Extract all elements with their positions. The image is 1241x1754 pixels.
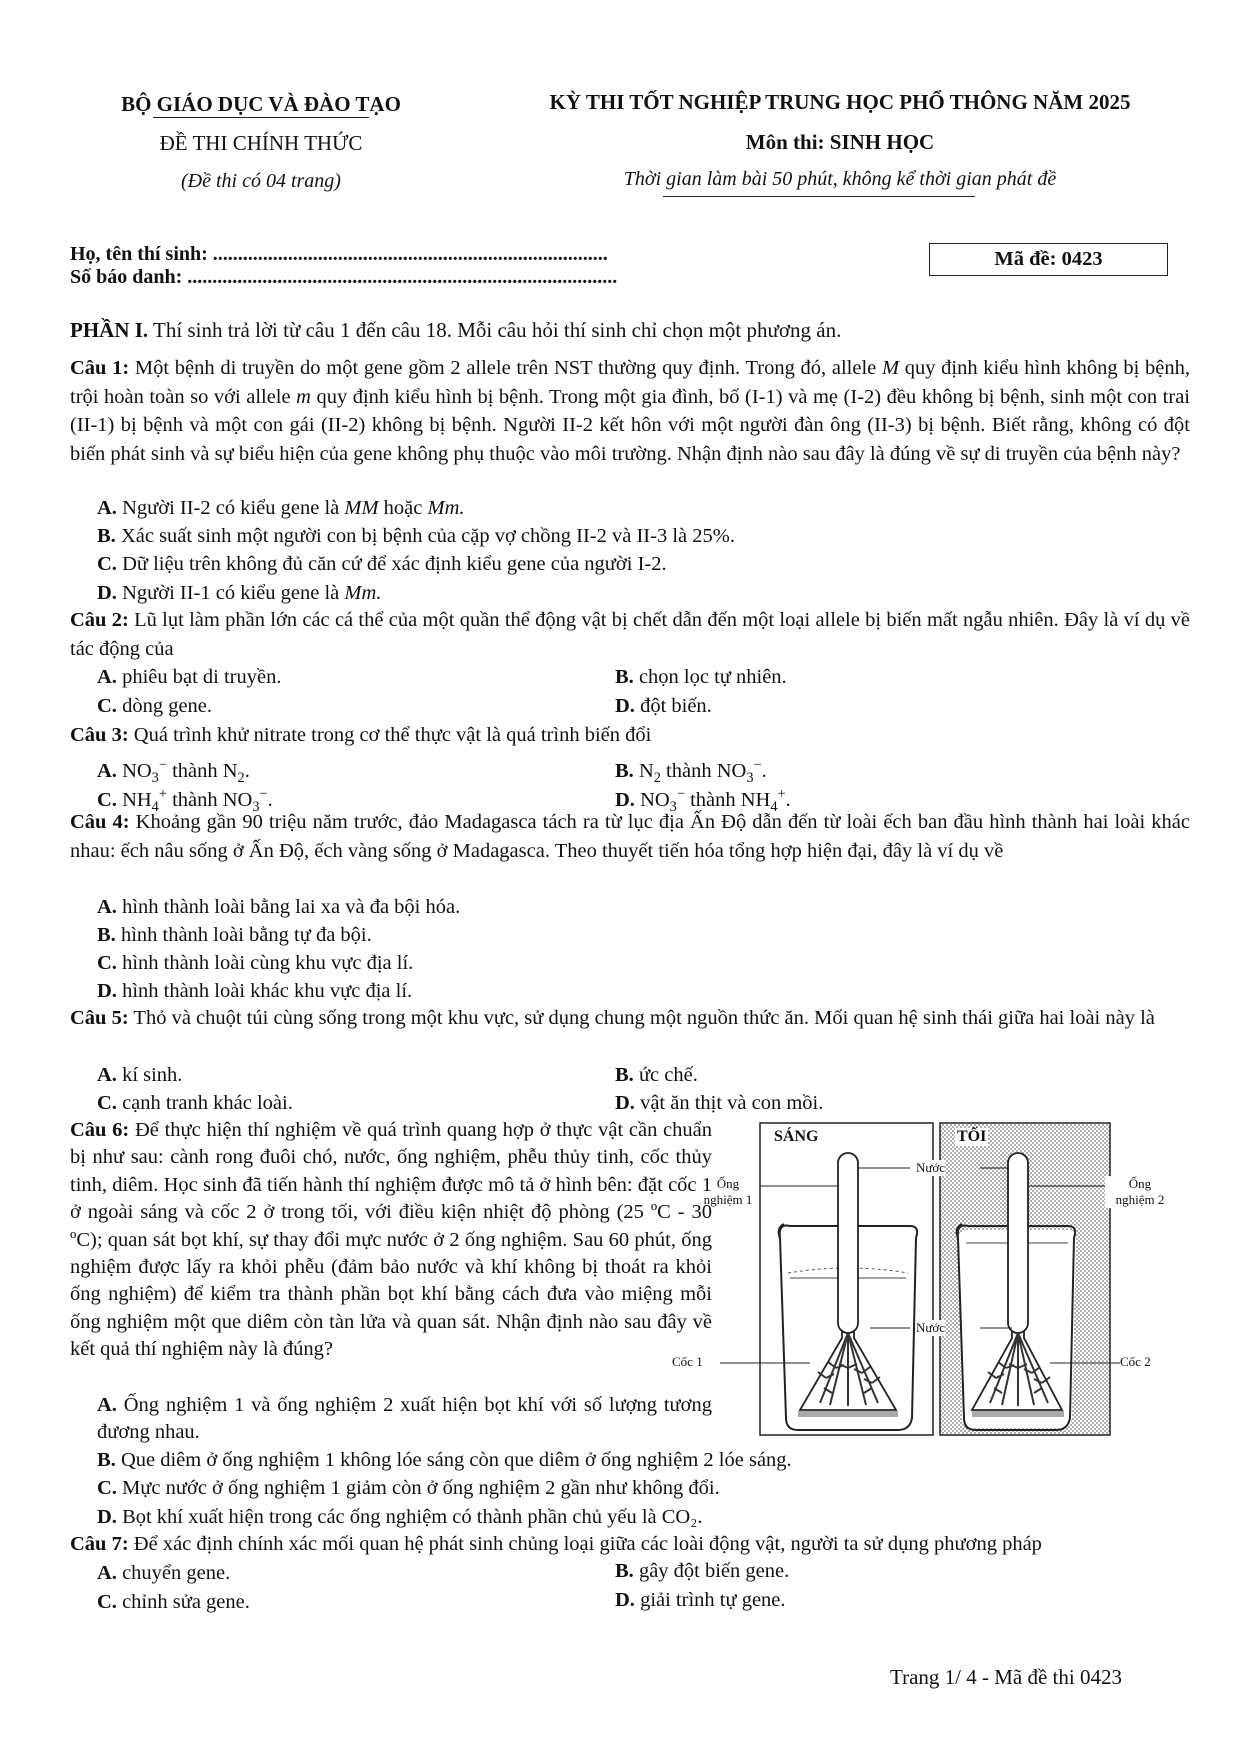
- cup-2-label: Cốc 2: [1120, 1354, 1151, 1369]
- exam-title: KỲ THI TỐT NGHIỆP TRUNG HỌC PHỔ THÔNG NĂM 2025: [549, 90, 1131, 114]
- q3-number: Câu 3:: [70, 724, 129, 746]
- q1-option-a[interactable]: A. Người II-2 có kiểu gene là MM hoặc Mm.: [97, 497, 465, 519]
- q5-option-c[interactable]: C. cạnh tranh khác loài.: [97, 1092, 293, 1114]
- q6-option-a[interactable]: A. Ống nghiệm 1 và ống nghiệm 2 xuất hiện bọt khí với số lượng tương đương nhau.: [97, 1394, 712, 1444]
- q5-number: Câu 5:: [70, 1007, 129, 1029]
- q4-option-a[interactable]: A. hình thành loài bằng lai xa và đa bội hóa.: [97, 896, 461, 918]
- ministry-underline: [153, 117, 369, 118]
- q7-number: Câu 7:: [70, 1533, 129, 1555]
- q4-text: Khoảng gần 90 triệu năm trước, đảo Madagasca tách ra từ lục địa Ấn Độ dẫn đến từ loài ếch ban đầu hình thành hai loài khác nhau: ếch nâu sống ở Ấn Độ, ếch vàng sống ở Madagasca. Theo thuyết tiến hóa tổng hợp hiện đại, đây là ví dụ về: [70, 811, 1190, 862]
- q2-option-a[interactable]: A. phiêu bạt di truyền.: [97, 666, 282, 688]
- q4-option-d[interactable]: D. hình thành loài khác khu vực địa lí.: [97, 980, 413, 1002]
- q1-option-c[interactable]: C. Dữ liệu trên không đủ căn cứ để xác định kiểu gene của người I-2.: [97, 553, 667, 575]
- question-3: [70, 721, 1190, 750]
- q2-option-d[interactable]: D. đột biến.: [615, 695, 712, 717]
- experiment-diagram: [720, 1118, 1210, 1440]
- question-5: [70, 1004, 1190, 1033]
- q2-option-b[interactable]: B. chọn lọc tự nhiên.: [615, 666, 787, 688]
- dark-label: TỐI: [957, 1128, 987, 1145]
- q1-option-b[interactable]: B. Xác suất sinh một người con bị bệnh của cặp vợ chồng II-2 và II-3 là 25%.: [97, 525, 735, 547]
- part1-title: PHẦN I.: [70, 318, 149, 342]
- time-underline: [663, 196, 975, 197]
- ministry-name: BỘ GIÁO DỤC VÀ ĐÀO TẠO: [121, 92, 401, 116]
- q1-text-3: quy định kiểu hình bị bệnh. Trong một gia đình, bố (I-1) và mẹ (I-2) đều không bị bệnh, sinh một con trai (II-1) bị bệnh và một con gái (II-2) không bị bệnh. Người II-2 kết hôn với một người đàn ông (II-3) bị bệnh. Biết rằng, không có đột biến phát sinh và sự biểu hiện của gene không phụ thuộc vào môi trường. Nhận định nào sau đây là đúng về sự di truyền của bệnh này?: [70, 385, 1190, 465]
- q4-option-c[interactable]: C. hình thành loài cùng khu vực địa lí.: [97, 952, 414, 974]
- q5-text: Thỏ và chuột túi cùng sống trong một khu vực, sử dụng chung một nguồn thức ăn. Mối quan hệ sinh thái giữa hai loài này là: [128, 1007, 1155, 1029]
- q1-allele-M: M: [881, 357, 900, 379]
- photosynthesis-experiment-figure: [672, 1118, 1210, 1440]
- q4-option-b[interactable]: B. hình thành loài bằng tự đa bội.: [97, 924, 372, 946]
- question-6: [70, 1117, 712, 1364]
- tube-1-label: Ống nghiệm 1: [703, 1176, 753, 1207]
- q6-text: Để thực hiện thí nghiệm về quá trình quang hợp ở thực vật cần chuẩn bị như sau: cành rong đuôi chó, nước, ống nghiệm, phễu thủy tinh, cốc thủy tinh, diêm. Học sinh đã tiến hành thí nghiệm được mô tả ở hình bên: đặt cốc 1 ở ngoài sáng và cốc 2 ở trong tối, với điều kiện nhiệt độ phòng (25 ºC - 30 ºC); quan sát bọt khí, sự thay đổi mực nước ở 2 ống nghiệm. Sau 60 phút, ống nghiệm được lấy ra khỏi phễu (đảm bảo nước và khí không bị thoát ra khỏi ống nghiệm) để kiểm tra thành phần bọt khí bằng cách đưa vào miệng mỗi ống nghiệm một que diêm còn tàn lửa và quan sát. Nhận định nào sau đây về kết quả thí nghiệm này là đúng?: [70, 1119, 712, 1361]
- page-footer: Trang 1/ 4 - Mã đề thi 0423: [890, 1665, 1122, 1689]
- candidate-id-field: Số báo danh: ......................................................................................: [70, 266, 618, 288]
- q3-option-b[interactable]: B. $N_2$ thành $NO_3^-$.: [615, 757, 767, 786]
- q2-option-c[interactable]: C. dòng gene.: [97, 695, 213, 717]
- exam-code-box: Mã đề: 0423: [929, 243, 1168, 276]
- q1-allele-m: m: [296, 385, 311, 408]
- q2-number: Câu 2:: [70, 609, 129, 631]
- question-2: [70, 606, 1190, 663]
- q7-option-c[interactable]: C. chỉnh sửa gene.: [97, 1591, 250, 1613]
- q5-option-d[interactable]: D. vật ăn thịt và con mồi.: [615, 1092, 824, 1114]
- time-note: Thời gian làm bài 50 phút, không kể thời gian phát đề: [623, 168, 1057, 190]
- question-4: [70, 808, 1190, 865]
- q7-option-d[interactable]: D. giải trình tự gene.: [615, 1589, 786, 1611]
- water-mid-label: Nước: [916, 1320, 946, 1335]
- cup-1-label: Cốc 1: [672, 1354, 703, 1369]
- question-7: [70, 1530, 1190, 1559]
- q3-option-a[interactable]: A. $NO_3^-$ thành $N_2$.: [97, 757, 250, 786]
- q6-option-c[interactable]: C. Mực nước ở ống nghiệm 1 giảm còn ở ống nghiệm 2 gần như không đổi.: [97, 1477, 720, 1499]
- q1-text: Một bệnh di truyền do một gene gồm 2 allele trên NST thường quy định. Trong đó, allele: [129, 357, 882, 379]
- part1-heading: [70, 316, 1190, 345]
- q6-option-d[interactable]: D. Bọt khí xuất hiện trong các ống nghiệm có thành phần chủ yếu là CO₂.: [97, 1506, 703, 1528]
- tube-2-label: Ống nghiệm 2: [1105, 1176, 1175, 1208]
- q3-option-c[interactable]: C. $NH_4^+$ thành $NO_3^-$.: [97, 786, 273, 815]
- water-top-label: Nước: [916, 1160, 946, 1175]
- q6-option-b[interactable]: B. Que diêm ở ống nghiệm 1 không lóe sáng còn que diêm ở ống nghiệm 2 lóe sáng.: [97, 1449, 792, 1471]
- subject: Môn thi: SINH HỌC: [745, 130, 935, 154]
- q1-text-2: quy định kiểu hình không bị bệnh, trội hoàn toàn so với allele: [70, 357, 1190, 408]
- q7-option-a[interactable]: A. chuyển gene.: [97, 1562, 231, 1584]
- q3-option-d[interactable]: D. $NO_3^-$ thành $NH_4^+$.: [615, 786, 791, 815]
- q7-option-b[interactable]: B. gây đột biến gene.: [615, 1560, 790, 1582]
- pages-note: (Đề thi có 04 trang): [181, 170, 341, 192]
- q5-option-a[interactable]: A. kí sinh.: [97, 1064, 183, 1086]
- q5-option-b[interactable]: B. ức chế.: [615, 1064, 698, 1086]
- q6-number: Câu 6:: [70, 1119, 130, 1141]
- q1-option-d[interactable]: D. Người II-1 có kiểu gene là Mm.: [97, 582, 382, 604]
- part1-instruction: Thí sinh trả lời từ câu 1 đến câu 18. Mỗi câu hỏi thí sinh chỉ chọn một phương án.: [148, 318, 842, 342]
- q3-text: Quá trình khử nitrate trong cơ thể thực vật là quá trình biến đổi: [128, 724, 652, 746]
- q4-number: Câu 4:: [70, 811, 130, 833]
- q1-number: Câu 1:: [70, 357, 130, 379]
- candidate-name-field: Họ, tên thí sinh: ...............................................................................: [70, 243, 608, 265]
- question-1: [70, 354, 1190, 468]
- light-label: SÁNG: [774, 1128, 819, 1145]
- official-label: ĐỀ THI CHÍNH THỨC: [159, 131, 363, 155]
- q2-text: Lũ lụt làm phần lớn các cá thể của một quần thể động vật bị chết dẫn đến một loại allele bị biến mất ngẫu nhiên. Đây là ví dụ về tác động của: [70, 609, 1190, 660]
- q7-text: Để xác định chính xác mối quan hệ phát sinh chủng loại giữa các loài động vật, người ta sử dụng phương pháp: [128, 1533, 1042, 1555]
